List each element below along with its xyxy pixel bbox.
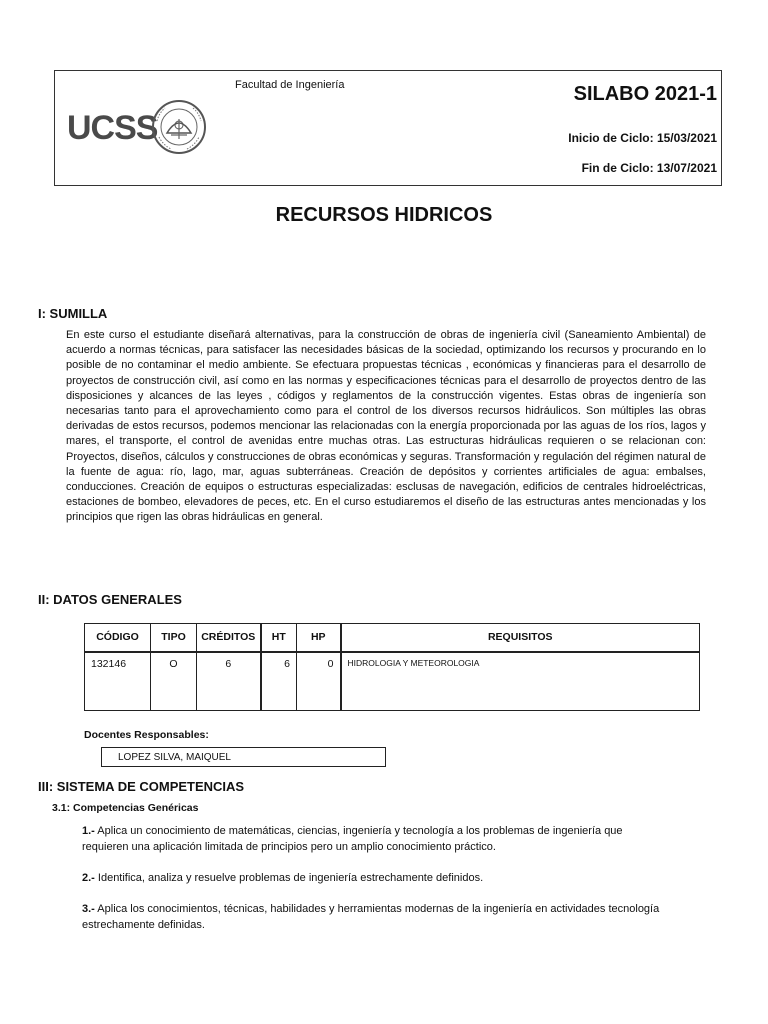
competency-item: [82, 902, 662, 933]
cell-ht: 6: [261, 652, 297, 711]
table-row: [85, 652, 700, 711]
docentes-label: Docentes Responsables:: [84, 729, 209, 741]
cell-hp: 0: [297, 652, 341, 711]
header-ht: HT: [261, 624, 297, 652]
competency-item: [82, 824, 662, 855]
competency-text: Identifica, analiza y resuelve problemas de ingeniería estrechamente definidos.: [94, 872, 484, 884]
header-creditos: CRÉDITOS: [197, 624, 261, 652]
competencias-genericas-subtitle: 3.1: Competencias Genéricas: [52, 802, 199, 814]
faculty-name: Facultad de Ingeniería: [235, 79, 345, 91]
section-datos-title: II: DATOS GENERALES: [38, 592, 182, 607]
sumilla-text: En este curso el estudiante diseñará alternativas, para la construcción de obras de ingeniería civil (Saneamiento Ambiental) de acuerdo a normas técnicas, para satisfacer las necesidades básicas de la sociedad, optimizando los recursos y procurando en lo posible de no contaminar el medio ambiente. Se efectuara propuestas técnicas , económicas y financieras para el desarrollo de proyectos de construcción civil, así como en las normas y especificaciones técnicas para el desarrollo de proyectos dentro de las disposiciones y alcances de las leyes , códigos y reglamentos de la construcción vigentes. Estas obras de ingeniería son necesarias tanto para el aprovechamiento como para el control de los diversos recursos hidráulicos. Son múltiples las obras derivadas de estos recursos, podemos mencionar las relacionadas con la energía proporcionada por las aguas de los ríos, lagos y mares, el transporte, el control de avenidas entre muchas otras. Las estructuras hidráulicas requieren o se relacionan con: Proyectos, diseños, cálculos y construcciones de obras económicas y seguras. Transformación y regulación del régimen natural de la fuente de agua: río, lago, mar, aguas subterráneas. Creación de depósitos y corrientes artificiales de agua: embalses, conducciones. Creación de equipos o estructuras especializadas: esclusas de navegación, edificios de centrales hidroeléctricas, estaciones de bombeo, elevadores de peces, etc. En el curso estudiaremos el diseño de las estructuras antes mencionadas y los principios que rigen las obras hidráulicas en general.: [66, 329, 706, 524]
syllabus-header: [54, 70, 722, 186]
competency-number: 2.-: [82, 872, 95, 884]
cell-creditos: 6: [197, 652, 261, 711]
competency-text: Aplica los conocimientos, técnicas, habilidades y herramientas modernas de la ingeniería en actividades tecnología estrechamente definidas.: [82, 903, 660, 931]
general-data-table: [84, 623, 700, 711]
university-logo: [67, 99, 207, 157]
header-requisitos: REQUISITOS: [341, 624, 700, 652]
section-sumilla-title: I: SUMILLA: [38, 306, 108, 321]
competency-text: Aplica un conocimiento de matemáticas, ciencias, ingeniería y tecnología a los problemas de ingeniería que requieren una aplicación limitada de principios pero un amplio conocimiento práctico.: [82, 825, 623, 853]
logo-wordmark: UCSS: [67, 109, 158, 147]
cell-tipo: O: [151, 652, 197, 711]
competency-number: 1.-: [82, 825, 95, 837]
competency-number: 3.-: [82, 903, 95, 915]
competency-item: [82, 871, 662, 887]
header-codigo: CÓDIGO: [85, 624, 151, 652]
course-title: RECURSOS HIDRICOS: [275, 204, 493, 226]
table-header-row: [85, 624, 700, 652]
section-competencias-title: III: SISTEMA DE COMPETENCIAS: [38, 779, 245, 794]
cell-requisitos: HIDROLOGIA Y METEOROLOGIA: [341, 652, 700, 711]
cycle-start: Inicio de Ciclo: 15/03/2021: [568, 131, 717, 145]
header-tipo: TIPO: [151, 624, 197, 652]
docente-name: LOPEZ SILVA, MAIQUEL: [101, 747, 386, 767]
university-seal-icon: [151, 99, 207, 155]
cycle-end: Fin de Ciclo: 13/07/2021: [581, 161, 717, 175]
cell-codigo: 132146: [85, 652, 151, 711]
header-hp: HP: [297, 624, 341, 652]
syllabus-title: SILABO 2021-1: [573, 83, 717, 105]
